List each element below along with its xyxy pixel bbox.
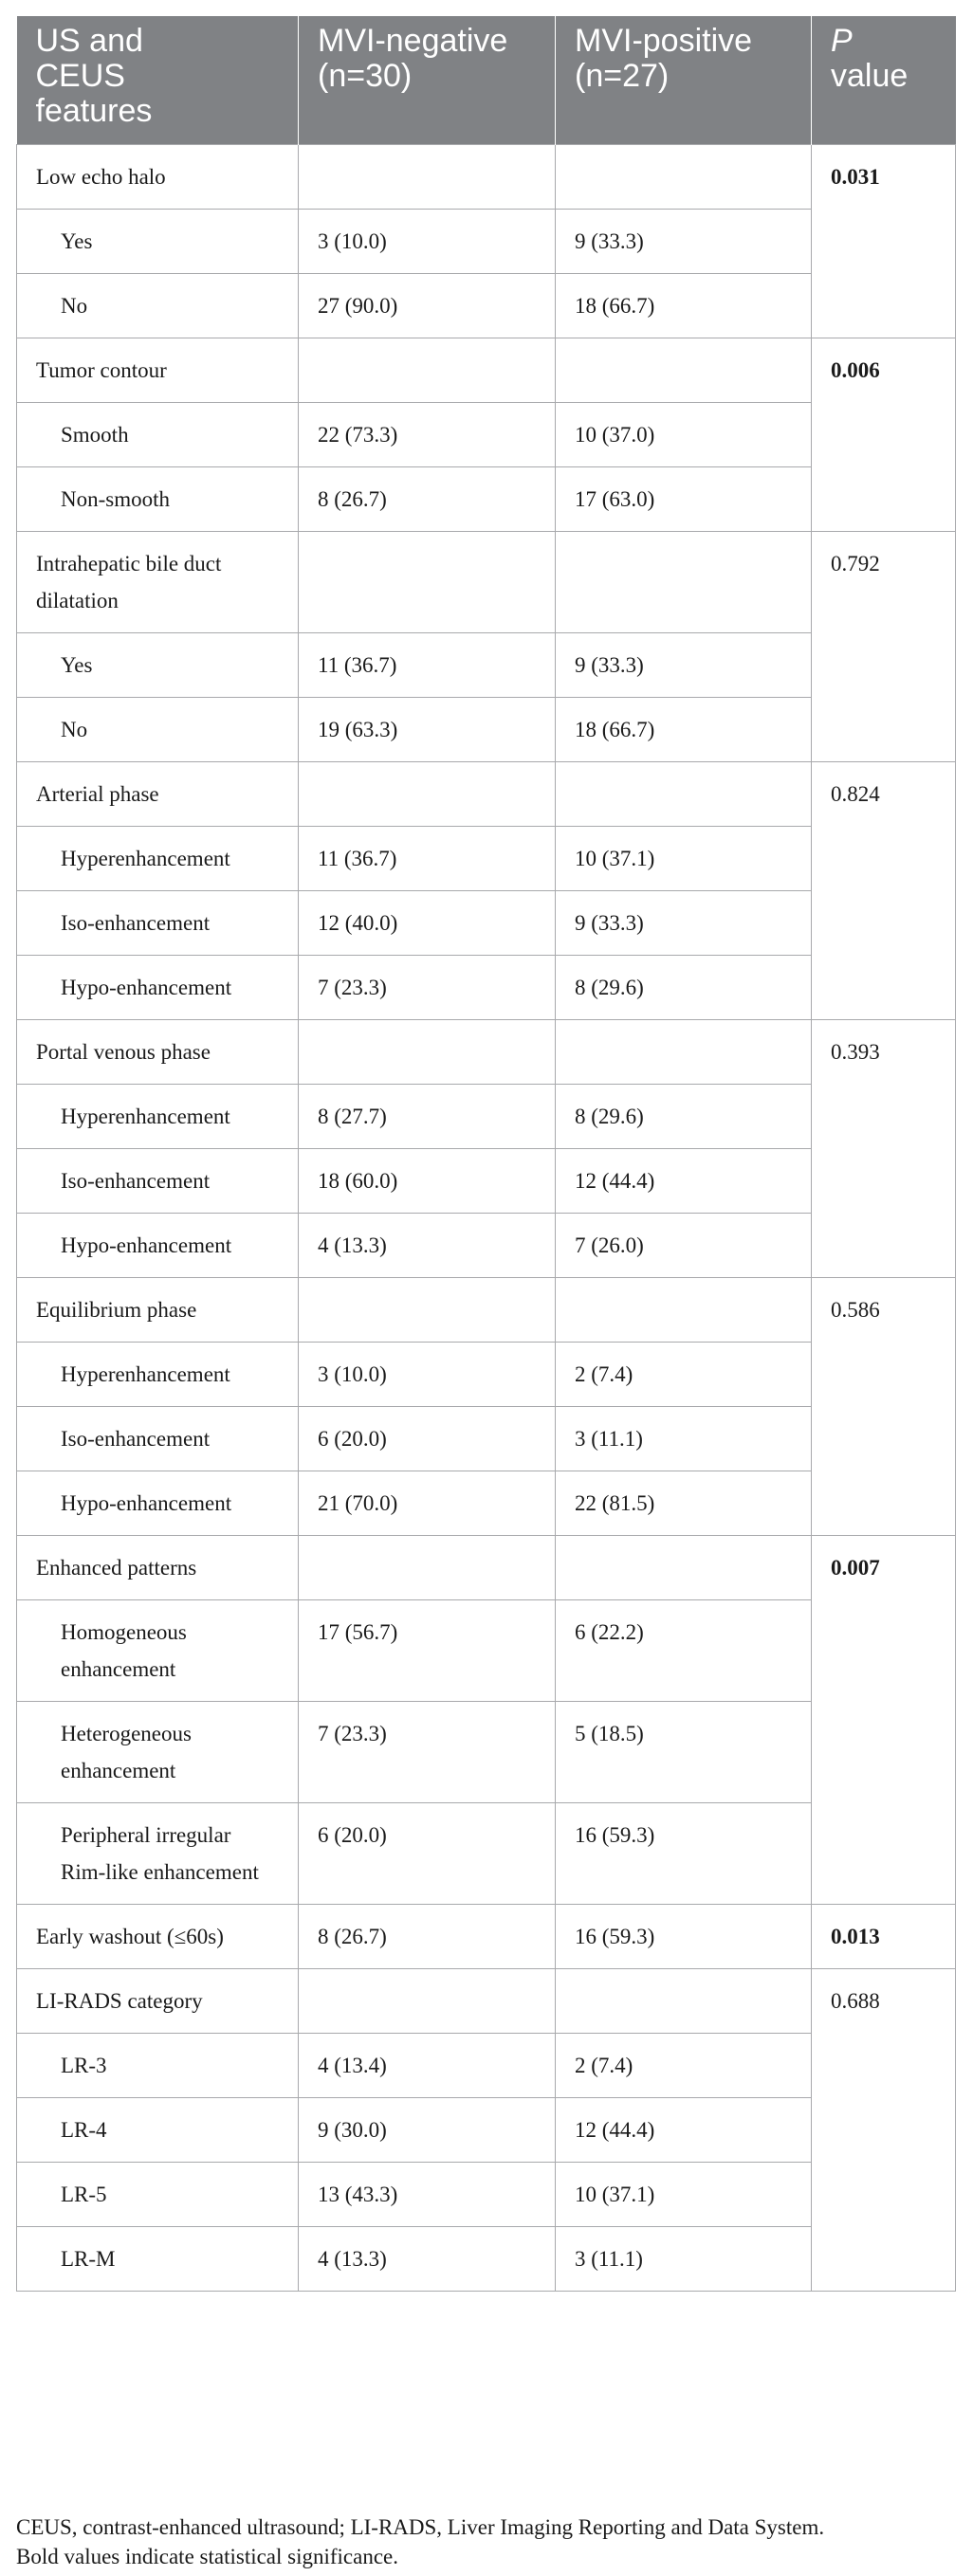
group-row xyxy=(17,144,956,209)
mvi-positive-value: 2 (7.4) xyxy=(556,2033,812,2097)
p-value: 0.586 xyxy=(812,1277,956,1535)
group-row xyxy=(17,1968,956,2033)
p-value: 0.031 xyxy=(812,144,956,338)
p-value: 0.688 xyxy=(812,1968,956,2291)
p-value: 0.013 xyxy=(812,1904,956,1968)
mvi-positive-value: 10 (37.0) xyxy=(556,402,812,466)
group-label: Tumor contour xyxy=(17,338,299,402)
mvi-negative-value: 8 (26.7) xyxy=(299,1904,556,1968)
mvi-negative-value: 11 (36.7) xyxy=(299,632,556,697)
mvi-negative-value: 7 (23.3) xyxy=(299,1701,556,1802)
sub-label: No xyxy=(17,697,299,761)
mvi-negative-value: 19 (63.3) xyxy=(299,697,556,761)
sub-label: Hypo-enhancement xyxy=(17,955,299,1019)
mvi-positive-value: 6 (22.2) xyxy=(556,1599,812,1701)
header-features xyxy=(17,16,299,144)
mvi-positive-value: 9 (33.3) xyxy=(556,632,812,697)
empty-cell xyxy=(299,144,556,209)
mvi-positive-value: 22 (81.5) xyxy=(556,1471,812,1535)
mvi-negative-value: 6 (20.0) xyxy=(299,1802,556,1904)
empty-cell xyxy=(299,338,556,402)
mvi-negative-value: 17 (56.7) xyxy=(299,1599,556,1701)
mvi-negative-value: 27 (90.0) xyxy=(299,273,556,338)
sub-label: Yes xyxy=(17,209,299,273)
footnote-line: Bold values indicate statistical significance. xyxy=(16,2545,399,2568)
group-label: LI-RADS category xyxy=(17,1968,299,2033)
header-line: CEUS xyxy=(35,58,125,94)
mvi-negative-value: 21 (70.0) xyxy=(299,1471,556,1535)
empty-cell xyxy=(299,1535,556,1599)
sub-label: Hyperenhancement xyxy=(17,1342,299,1406)
table-header-row xyxy=(17,16,956,144)
sub-label: Yes xyxy=(17,632,299,697)
header-line: (n=30) xyxy=(318,58,413,94)
sub-label: No xyxy=(17,273,299,338)
header-mvi-positive xyxy=(556,16,812,144)
sub-label: Hypo-enhancement xyxy=(17,1213,299,1277)
mvi-positive-value: 12 (44.4) xyxy=(556,1148,812,1213)
footnote-line: CEUS, contrast-enhanced ultrasound; LI-RADS, Liver Imaging Reporting and Data System. xyxy=(16,2515,825,2539)
empty-cell xyxy=(556,1019,812,1084)
mvi-positive-value: 8 (29.6) xyxy=(556,1084,812,1148)
mvi-negative-value: 4 (13.4) xyxy=(299,2033,556,2097)
mvi-positive-value: 12 (44.4) xyxy=(556,2097,812,2162)
empty-cell xyxy=(556,338,812,402)
sub-label: Iso-enhancement xyxy=(17,1148,299,1213)
mvi-positive-value: 16 (59.3) xyxy=(556,1904,812,1968)
group-label: Portal venous phase xyxy=(17,1019,299,1084)
mvi-positive-value: 8 (29.6) xyxy=(556,955,812,1019)
header-line: MVI-negative xyxy=(318,23,508,59)
empty-cell xyxy=(299,1019,556,1084)
mvi-positive-value: 10 (37.1) xyxy=(556,826,812,890)
mvi-negative-value: 18 (60.0) xyxy=(299,1148,556,1213)
header-line: features xyxy=(35,93,153,129)
sub-label: Iso-enhancement xyxy=(17,1406,299,1471)
group-row xyxy=(17,1019,956,1084)
table-footnote xyxy=(16,2512,964,2571)
sub-label: Hyperenhancement xyxy=(17,826,299,890)
header-mvi-negative xyxy=(299,16,556,144)
mvi-negative-value: 9 (30.0) xyxy=(299,2097,556,2162)
mvi-positive-value: 5 (18.5) xyxy=(556,1701,812,1802)
group-label: Enhanced patterns xyxy=(17,1535,299,1599)
empty-cell xyxy=(299,531,556,632)
mvi-negative-value: 4 (13.3) xyxy=(299,1213,556,1277)
mvi-positive-value: 3 (11.1) xyxy=(556,2226,812,2291)
group-row xyxy=(17,1535,956,1599)
header-line: US and xyxy=(35,23,143,59)
group-label: Intrahepatic bile duct dilatation xyxy=(17,531,299,632)
header-line: MVI-positive xyxy=(575,23,753,59)
p-value: 0.006 xyxy=(812,338,956,531)
group-row xyxy=(17,1904,956,1968)
group-row xyxy=(17,338,956,402)
p-value: 0.007 xyxy=(812,1535,956,1904)
mvi-positive-value: 10 (37.1) xyxy=(556,2162,812,2226)
header-p-value xyxy=(812,16,956,144)
sub-label: Smooth xyxy=(17,402,299,466)
empty-cell xyxy=(299,1968,556,2033)
mvi-positive-value: 7 (26.0) xyxy=(556,1213,812,1277)
sub-label: LR-4 xyxy=(17,2097,299,2162)
mvi-negative-value: 3 (10.0) xyxy=(299,1342,556,1406)
group-row xyxy=(17,761,956,826)
sub-label: Hypo-enhancement xyxy=(17,1471,299,1535)
mvi-negative-value: 11 (36.7) xyxy=(299,826,556,890)
mvi-positive-value: 2 (7.4) xyxy=(556,1342,812,1406)
mvi-positive-value: 16 (59.3) xyxy=(556,1802,812,1904)
sub-label: Non-smooth xyxy=(17,466,299,531)
p-value: 0.393 xyxy=(812,1019,956,1277)
mvi-positive-value: 9 (33.3) xyxy=(556,890,812,955)
mvi-positive-value: 3 (11.1) xyxy=(556,1406,812,1471)
mvi-negative-value: 13 (43.3) xyxy=(299,2162,556,2226)
sub-label: Peripheral irregular Rim-like enhancement xyxy=(17,1802,299,1904)
sub-label: Iso-enhancement xyxy=(17,890,299,955)
group-label: Equilibrium phase xyxy=(17,1277,299,1342)
sub-label: LR-M xyxy=(17,2226,299,2291)
group-row xyxy=(17,531,956,632)
mvi-negative-value: 4 (13.3) xyxy=(299,2226,556,2291)
group-row xyxy=(17,1277,956,1342)
empty-cell xyxy=(556,1535,812,1599)
mvi-negative-value: 8 (26.7) xyxy=(299,466,556,531)
results-table xyxy=(16,16,956,2292)
mvi-positive-value: 9 (33.3) xyxy=(556,209,812,273)
p-value: 0.792 xyxy=(812,531,956,761)
empty-cell xyxy=(299,1277,556,1342)
mvi-positive-value: 17 (63.0) xyxy=(556,466,812,531)
header-line: (n=27) xyxy=(575,58,670,94)
empty-cell xyxy=(556,1277,812,1342)
group-label: Early washout (≤60s) xyxy=(17,1904,299,1968)
sub-label: Hyperenhancement xyxy=(17,1084,299,1148)
p-value: 0.824 xyxy=(812,761,956,1019)
mvi-positive-value: 18 (66.7) xyxy=(556,273,812,338)
mvi-positive-value: 18 (66.7) xyxy=(556,697,812,761)
empty-cell xyxy=(299,761,556,826)
empty-cell xyxy=(556,144,812,209)
sub-label: Homogeneous enhancement xyxy=(17,1599,299,1701)
header-p-rest: value xyxy=(831,58,909,94)
mvi-negative-value: 6 (20.0) xyxy=(299,1406,556,1471)
sub-label: LR-5 xyxy=(17,2162,299,2226)
mvi-negative-value: 3 (10.0) xyxy=(299,209,556,273)
sub-label: Heterogeneous enhancement xyxy=(17,1701,299,1802)
group-label: Arterial phase xyxy=(17,761,299,826)
mvi-negative-value: 8 (27.7) xyxy=(299,1084,556,1148)
empty-cell xyxy=(556,761,812,826)
empty-cell xyxy=(556,1968,812,2033)
empty-cell xyxy=(556,531,812,632)
group-label: Low echo halo xyxy=(17,144,299,209)
mvi-negative-value: 22 (73.3) xyxy=(299,402,556,466)
header-p-italic: P xyxy=(831,23,853,59)
mvi-negative-value: 7 (23.3) xyxy=(299,955,556,1019)
sub-label: LR-3 xyxy=(17,2033,299,2097)
mvi-negative-value: 12 (40.0) xyxy=(299,890,556,955)
